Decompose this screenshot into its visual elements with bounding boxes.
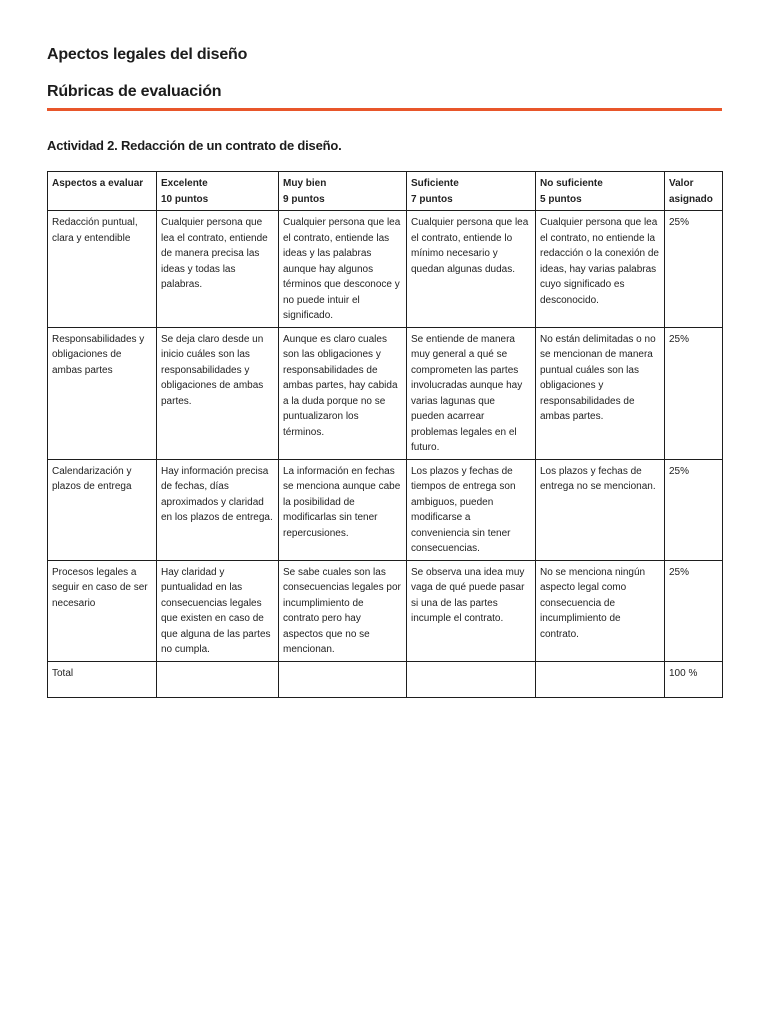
suficiente-cell: Cualquier persona que lea el contrato, entiende lo mínimo necesario y quedan algunas dudas.	[407, 211, 536, 328]
muy-bien-cell: Aunque es claro cuales son las obligaciones y responsabilidades de ambas partes, hay cabida a la duda porque no se puntualizaron los términos.	[279, 327, 407, 459]
header-cell-muy-bien	[279, 172, 407, 211]
header-name: Aspectos a evaluar	[52, 178, 144, 189]
empty-cell	[279, 661, 407, 697]
header-cell-aspectos	[48, 172, 157, 211]
total-value: 100 %	[665, 661, 723, 697]
empty-cell	[157, 661, 279, 697]
suficiente-cell: Los plazos y fechas de tiempos de entrega son ambiguos, pueden modificarse a conveniencia sin tener consecuencias.	[407, 459, 536, 560]
muy-bien-cell: Cualquier persona que lea el contrato, entiende las ideas y las palabras aunque hay algunos términos que desconoce y no puede intuir el significado.	[279, 211, 407, 328]
header-points: 5 puntos	[540, 193, 582, 205]
table-row	[48, 327, 723, 459]
header-cell-valor	[665, 172, 723, 211]
no-suficiente-cell: Cualquier persona que lea el contrato, no entiende la redacción o la conexión de ideas, hay varias palabras cuyo significado es desconocido.	[536, 211, 665, 328]
no-suficiente-cell: No se menciona ningún aspecto legal como consecuencia de incumplimiento de contrato.	[536, 560, 665, 661]
total-label: Total	[48, 661, 157, 697]
activity-heading: Actividad 2. Redacción de un contrato de diseño.	[47, 138, 342, 153]
aspect-cell: Calendarización y plazos de entrega	[48, 459, 157, 560]
table-header-row	[48, 172, 723, 211]
header-name: No suficiente	[540, 178, 603, 189]
header-points: 9 puntos	[283, 193, 325, 205]
header-name: Excelente	[161, 178, 208, 189]
valor-cell: 25%	[665, 211, 723, 328]
no-suficiente-cell: Los plazos y fechas de entrega no se mencionan.	[536, 459, 665, 560]
excelente-cell: Cualquier persona que lea el contrato, entiende de manera precisa las ideas y todas las palabras.	[157, 211, 279, 328]
header-name: Valor	[669, 178, 694, 189]
valor-cell: 25%	[665, 327, 723, 459]
excelente-cell: Hay información precisa de fechas, días aproximados y claridad en los plazos de entrega.	[157, 459, 279, 560]
empty-cell	[536, 661, 665, 697]
header-cell-excelente	[157, 172, 279, 211]
header-points: 7 puntos	[411, 193, 453, 205]
muy-bien-cell: Se sabe cuales son las consecuencias legales por incumplimiento de contrato pero hay aspectos que no se mencionan.	[279, 560, 407, 661]
suficiente-cell: Se observa una idea muy vaga de qué puede pasar si una de las partes incumple el contrato.	[407, 560, 536, 661]
aspect-cell: Procesos legales a seguir en caso de ser necesario	[48, 560, 157, 661]
aspect-cell: Redacción puntual, clara y entendible	[48, 211, 157, 328]
header-points: 10 puntos	[161, 193, 209, 205]
table-row	[48, 459, 723, 560]
rubric-table	[47, 171, 723, 698]
header-name: Suficiente	[411, 178, 459, 189]
valor-cell: 25%	[665, 459, 723, 560]
table-row	[48, 560, 723, 661]
valor-cell: 25%	[665, 560, 723, 661]
header-points: asignado	[669, 193, 713, 205]
no-suficiente-cell: No están delimitadas o no se mencionan de manera puntual cuáles son las obligaciones y responsabilidades de ambas partes.	[536, 327, 665, 459]
total-row	[48, 661, 723, 697]
muy-bien-cell: La información en fechas se menciona aunque cabe la posibilidad de modificarlas sin tener repercusiones.	[279, 459, 407, 560]
empty-cell	[407, 661, 536, 697]
header-cell-suficiente	[407, 172, 536, 211]
header-name: Muy bien	[283, 178, 327, 189]
table-row	[48, 211, 723, 328]
excelente-cell: Hay claridad y puntualidad en las consecuencias legales que existen en caso de que alguna de las partes no cumpla.	[157, 560, 279, 661]
accent-divider	[47, 108, 722, 111]
document-subtitle: Rúbricas de evaluación	[47, 83, 222, 100]
header-cell-no-suficiente	[536, 172, 665, 211]
document-title: Apectos legales del diseño	[47, 46, 248, 63]
suficiente-cell: Se entiende de manera muy general a qué se comprometen las partes involucradas aunque hay varias lagunas que pueden acarrear problemas legales en el futuro.	[407, 327, 536, 459]
aspect-cell: Responsabilidades y obligaciones de ambas partes	[48, 327, 157, 459]
excelente-cell: Se deja claro desde un inicio cuáles son las responsabilidades y obligaciones de ambas partes.	[157, 327, 279, 459]
